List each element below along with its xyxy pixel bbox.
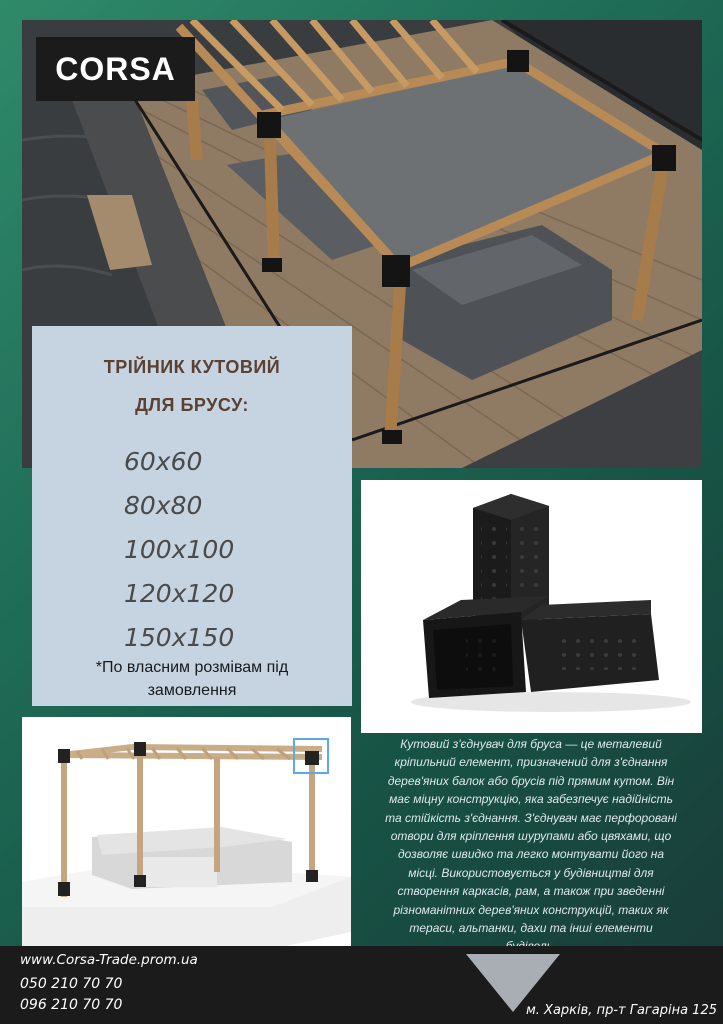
pergola-render-illustration xyxy=(22,717,351,949)
description-line: місці. Використовується у будівництві для xyxy=(408,865,654,880)
pergola-render xyxy=(22,717,351,949)
description-line: дозволяє швидко та легко монтувати його на xyxy=(397,847,665,862)
brand-logo xyxy=(36,37,195,101)
description-line: дерев'яних балок або брусів під прямим кутом. Він xyxy=(387,773,675,788)
size-item: 60x60 xyxy=(124,447,203,476)
description-line: різноманітних дерев'яних конструкцій, таких як xyxy=(393,902,669,917)
description-line: та стійкість з'єднання. З'єднувач має перфоровані xyxy=(385,810,677,825)
note-line1: *По власним розмівам під xyxy=(95,659,289,676)
product-photo xyxy=(361,480,702,733)
description-line: тераси, альтанки, дахи та інші елементи xyxy=(409,921,653,936)
product-description xyxy=(364,735,698,956)
description-line: отвори для кріплення шурупами або цвяхами, що xyxy=(390,829,672,844)
website-link[interactable]: www.Corsa-Trade.prom.ua xyxy=(20,952,198,968)
product-title-line2: ДЛЯ БРУСУ: xyxy=(135,395,249,415)
logo-text: CORSA xyxy=(55,50,176,87)
description-line: кріпильний елемент, призначений для з'єднання xyxy=(394,755,668,770)
custom-size-note xyxy=(32,656,352,702)
phone-1[interactable]: 050 210 70 70 xyxy=(20,976,123,992)
product-info-panel xyxy=(32,326,352,706)
down-arrow-icon xyxy=(466,954,560,1012)
description-line: має міцну конструкцію, яка забезпечує надійність xyxy=(389,792,673,807)
footer xyxy=(0,946,723,1024)
corner-connector-illustration xyxy=(361,480,702,733)
size-item: 80x80 xyxy=(124,491,203,520)
phone-2[interactable]: 096 210 70 70 xyxy=(20,997,123,1013)
note-line2: замовлення xyxy=(147,682,237,699)
product-title-line1: ТРІЙНИК КУТОВИЙ xyxy=(103,357,281,377)
size-item: 120x120 xyxy=(124,579,235,608)
size-item: 100x100 xyxy=(124,535,235,564)
size-item: 150x150 xyxy=(124,623,235,652)
description-line: створення каркасів, рам, а також при зведенні xyxy=(397,884,665,899)
address: м. Харків, пр-т Гагаріна 125 xyxy=(525,1003,717,1018)
size-list xyxy=(124,440,234,660)
description-line: Кутовий з'єднувач для бруса — це металевий xyxy=(400,737,662,751)
